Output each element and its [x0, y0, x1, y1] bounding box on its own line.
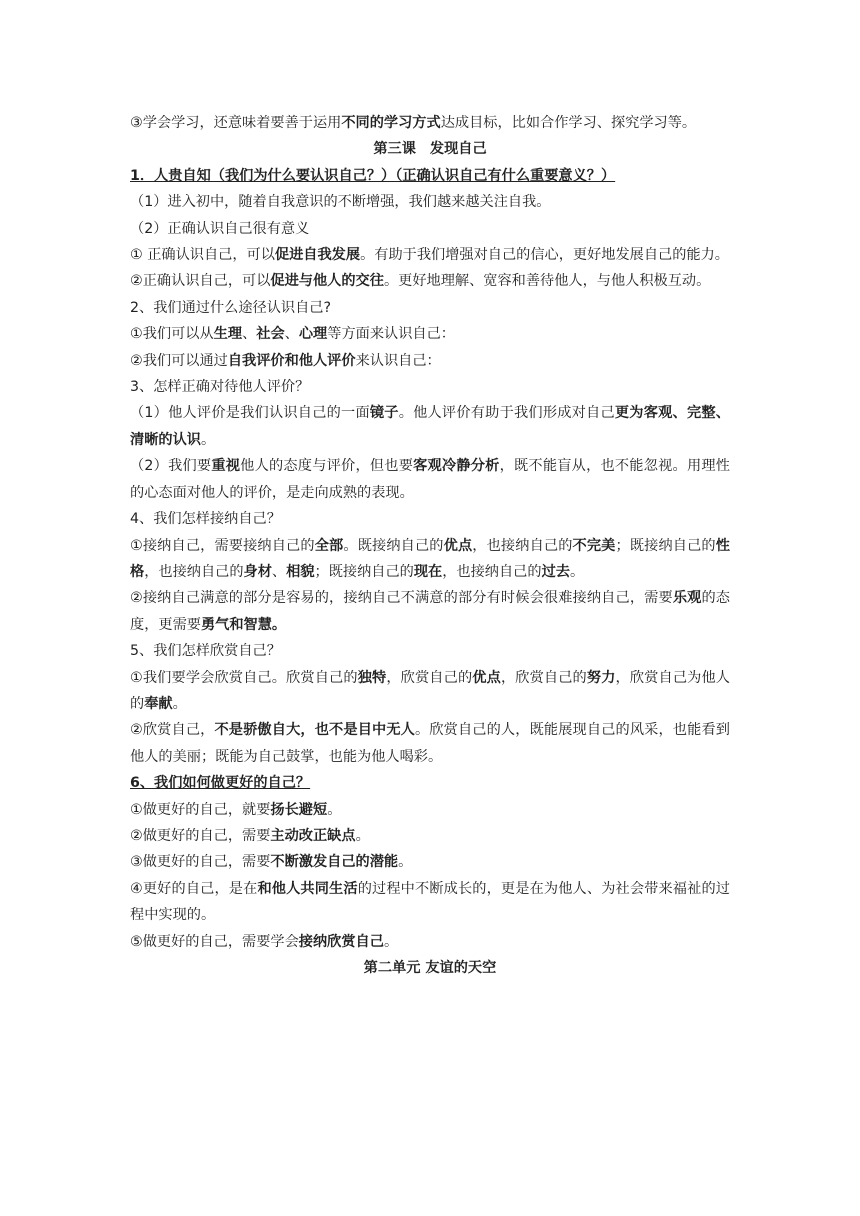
emphasis-text: 勇气和智慧。: [200, 616, 287, 633]
emphasis-text: 和他人共同生活: [257, 880, 358, 897]
paragraph-learning-methods: [130, 110, 730, 136]
body-text: ②欣赏自己，: [130, 722, 215, 739]
q5-answer-1: [130, 665, 730, 718]
body-text: ⑤做更好的自己，需要学会: [130, 933, 299, 950]
emphasis-text: 社会: [256, 326, 285, 343]
emphasis-text: 扬长避短: [270, 801, 328, 818]
body-text: ①我们要学会欣赏自己。欣赏自己的: [130, 669, 358, 686]
q2-answer-1: [130, 321, 730, 347]
unit-title: 第二单元 友谊的天空: [363, 960, 497, 976]
emphasis-text: 不是骄傲自大，也不是目中无人: [214, 722, 415, 739]
body-text: ①我们可以从: [130, 326, 214, 343]
body-text: 的态度，更需要: [130, 590, 730, 633]
body-text: （1）他人评价是我们认识自己的一面: [130, 405, 370, 422]
body-text: 的过程中不断成长的，更是在为他人、为社会带来福祉的过程中实现的。: [130, 880, 730, 924]
q6-answer-1: [130, 797, 730, 823]
emphasis-text: 优点: [472, 669, 501, 686]
body-text: 。: [355, 827, 370, 844]
q4-answer-1: [130, 533, 730, 586]
q6-answer-5: [130, 929, 730, 955]
question-1-heading: 1．人贵自知（我们为什么要认识自己？）（正确认识自己有什么重要意义？）: [130, 167, 616, 184]
emphasis-text: 过去: [541, 563, 570, 580]
emphasis-text: 身材: [243, 563, 272, 580]
question-3-heading: [130, 374, 730, 400]
lesson-name: 发现自己: [429, 141, 487, 158]
emphasis-text: 心理: [298, 326, 328, 343]
document-body: [130, 110, 730, 981]
question-2-heading: [130, 295, 730, 321]
q6-answer-3: [130, 849, 730, 875]
body-text: ④更好的自己，是在: [130, 880, 258, 897]
emphasis-text: 促进与他人的交往: [270, 273, 384, 290]
body-text: 5、我们怎样欣赏自己？: [130, 643, 281, 660]
emphasis-text: 镜子: [369, 405, 399, 422]
emphasis-text: 不断激发自己的潜能: [270, 854, 399, 871]
q1-answer-1: [130, 189, 730, 215]
body-text: ① 正确认识自己，可以: [130, 247, 275, 264]
body-text: 。: [383, 933, 399, 950]
body-text: 、: [242, 326, 257, 343]
q5-answer-2: [130, 717, 730, 770]
question-4-heading: [130, 506, 730, 532]
body-text: 。: [569, 563, 585, 580]
emphasis-text: 相貌: [286, 563, 315, 580]
question-6-heading: 6、我们如何做更好的自己？: [130, 775, 311, 792]
emphasis-text: 自我评价和他人评价: [227, 352, 356, 369]
q1-answer-4: [130, 268, 730, 294]
emphasis-text: 现在: [413, 563, 443, 580]
emphasis-text: 客观冷静分析: [413, 458, 500, 475]
emphasis-text: 主动改正缺点: [270, 827, 356, 844]
q3-answer-1: [130, 400, 730, 453]
body-text: 。有助于我们增强对自己的信心，更好地发展自己的能力。: [360, 247, 729, 264]
body-text: （1）进入初中，随着自我意识的不断增强，我们越来越关注自我。: [130, 194, 551, 211]
body-text: 。: [172, 695, 187, 712]
body-text: ②正确认识自己，可以: [130, 273, 271, 290]
body-text: 。既接纳自己的: [343, 537, 444, 554]
body-text: ，也接纳自己的: [442, 563, 542, 580]
body-text: 等方面来认识自己：: [327, 326, 455, 343]
body-text: 、: [271, 563, 287, 580]
emphasis-text: 重视: [211, 458, 241, 475]
body-text: ，也接纳自己的: [144, 563, 244, 580]
emphasis-text: 独特: [357, 669, 387, 686]
body-text: （2）我们要: [130, 458, 212, 475]
body-text: 。更好地理解、宽容和善待他人，与他人积极互动。: [383, 273, 711, 290]
body-text: ①做更好的自己，就要: [130, 801, 271, 818]
body-text: ②我们可以通过: [130, 352, 228, 369]
body-text: 来认识自己：: [355, 352, 441, 369]
body-text: ③学会学习，还意味着要善于运用: [130, 115, 342, 131]
body-text: 。: [327, 801, 342, 818]
q3-answer-2: [130, 453, 730, 506]
q6-answer-2: [130, 823, 730, 849]
emphasis-text: 不完美: [572, 537, 616, 554]
emphasis-text: 奉献: [144, 695, 173, 712]
body-text: 、: [284, 326, 299, 343]
q2-answer-2: [130, 348, 730, 374]
emphasis-text: 乐观: [672, 590, 702, 607]
q1-answer-2: [130, 216, 730, 242]
emphasis-text: 更为客观、完整、清晰的认识: [130, 405, 730, 448]
body-text: ；既接纳自己的: [615, 537, 716, 554]
question-5-heading: [130, 638, 730, 664]
body-text: ，欣赏自己的: [500, 669, 587, 686]
emphasis-text: 努力: [586, 669, 616, 686]
emphasis-text: 全部: [314, 537, 344, 554]
lesson-title: [130, 136, 730, 162]
body-text: 3、怎样正确对待他人评价？: [130, 379, 310, 396]
body-text: ②做更好的自己，需要: [130, 827, 271, 844]
emphasis-text: 生理: [213, 326, 243, 343]
body-text: ③做更好的自己，需要: [130, 854, 271, 871]
body-text: 2、我们通过什么途径认识自己?: [130, 299, 331, 316]
emphasis-text: 不同的学习方式: [341, 115, 441, 131]
emphasis-text: 促进自我发展: [274, 247, 361, 264]
emphasis-text: 优点: [443, 537, 473, 554]
body-text: ，既不能盲从，也不能忽视。用理性的心态面对他人的评价，是走向成熟的表现。: [130, 458, 730, 501]
body-text: ，欣赏自己的: [386, 669, 473, 686]
body-text: 4、我们怎样接纳自己？: [130, 511, 281, 528]
emphasis-text: 性格: [130, 537, 730, 580]
lesson-number: 第三课: [373, 141, 416, 158]
body-text: ，也接纳自己的: [472, 537, 573, 554]
body-text: 达成目标，比如合作学习、探究学习等。: [440, 115, 697, 131]
body-text: ；既接纳自己的: [314, 563, 414, 580]
body-text: 。: [200, 431, 216, 448]
body-text: ，欣赏自己为他人的: [130, 669, 730, 712]
body-text: ①接纳自己，需要接纳自己的: [130, 537, 315, 554]
body-text: （2）正确认识自己很有意义: [130, 220, 310, 237]
emphasis-text: 接纳欣赏自己: [298, 933, 384, 950]
q4-answer-2: [130, 585, 730, 638]
body-text: ②接纳自己满意的部分是容易的，接纳自己不满意的部分有时候会很难接纳自己，需要: [130, 590, 673, 607]
body-text: 他人的态度与评价，但也要: [240, 458, 414, 475]
q6-answer-4: [130, 876, 730, 929]
body-text: 。: [398, 854, 413, 871]
q1-answer-3: [130, 242, 730, 268]
body-text: 。他人评价有助于我们形成对自己: [398, 405, 615, 422]
body-text: 。欣赏自己的人，既能展现自己的风采，也能看到他人的美丽；既能为自己鼓掌，也能为他人喝彩。: [130, 722, 730, 765]
